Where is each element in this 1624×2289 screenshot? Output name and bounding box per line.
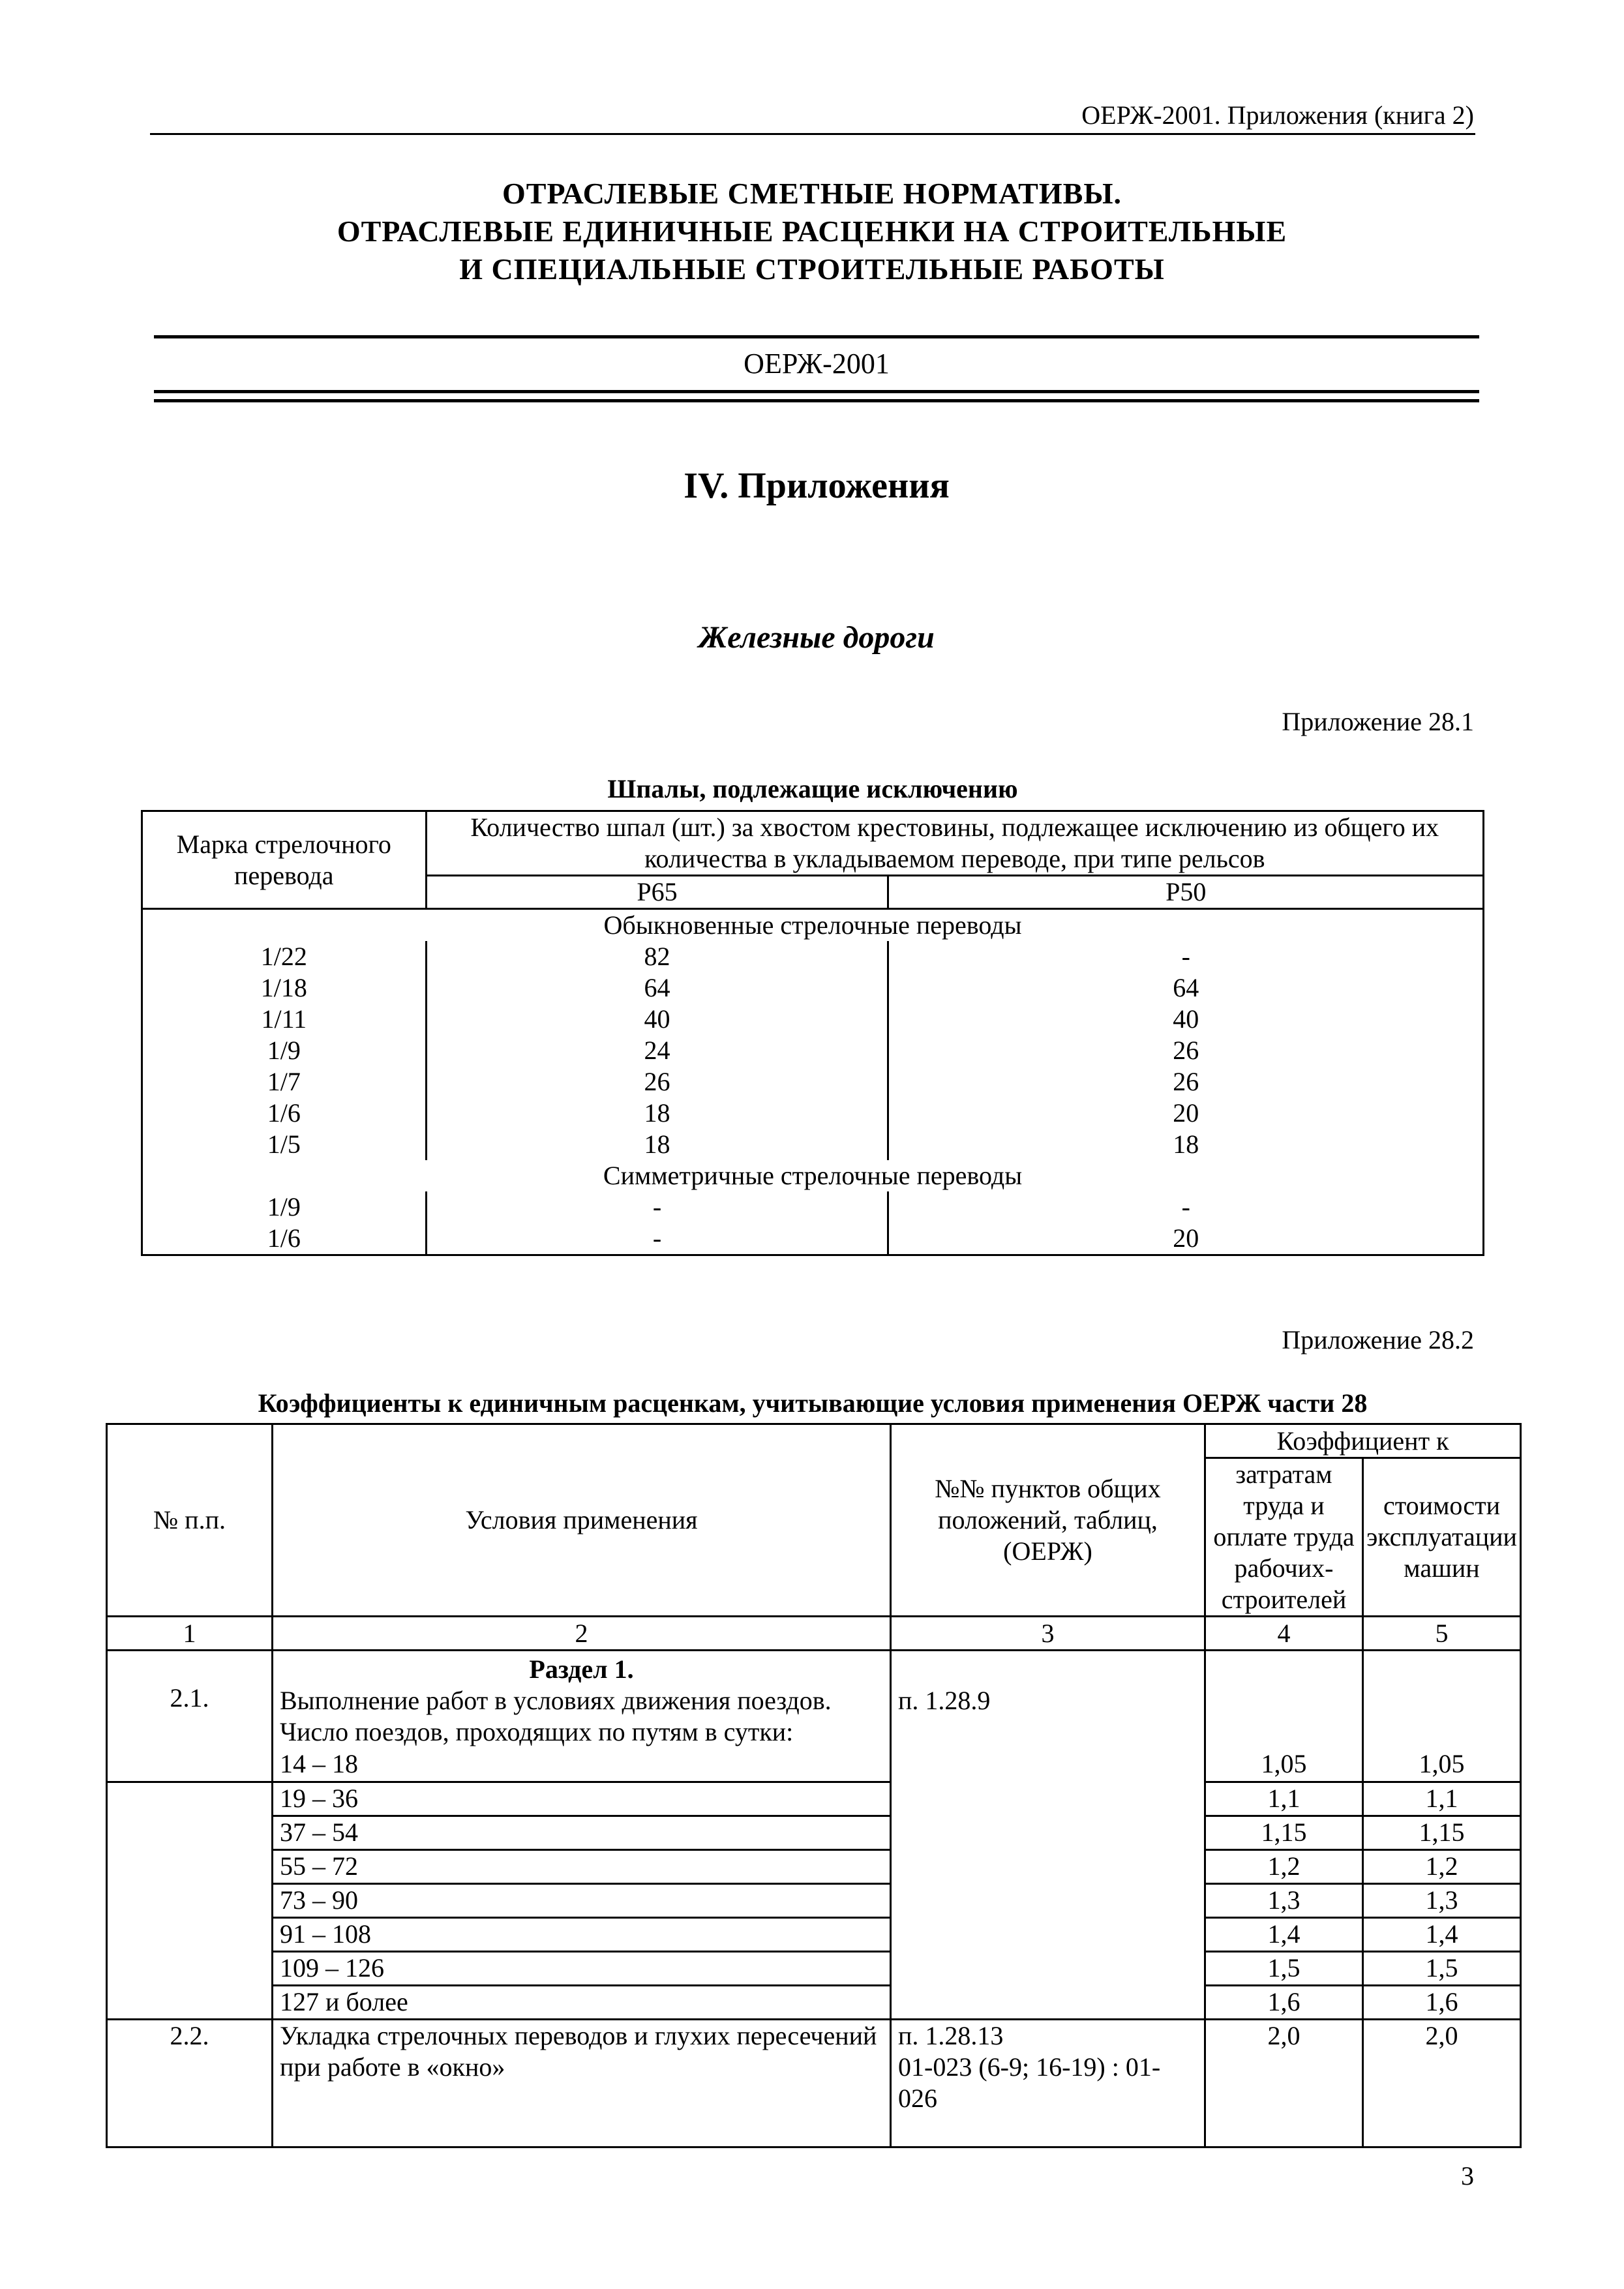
cell-machines: 1,2 [1363,1849,1521,1883]
header-sleeper-count: Количество шпал (шт.) за хвостом крестовины, подлежащее исключению из общего их количества в укладываемом переводе, при типе рельсов [426,811,1483,876]
header-references: №№ пунктов общих положений, таблиц, (ОЕРЖ) [891,1424,1205,1617]
cell-labor: 1,15 [1205,1816,1363,1849]
table-row [142,1223,1484,1255]
cell-labor: 1,05 [1205,1748,1363,1782]
cell-range: 55 – 72 [273,1849,891,1883]
item-2-2-reference-b: 01-023 (6-9; 16-19) : 01-026 [898,2052,1161,2113]
cell-p50: 40 [888,1004,1484,1035]
cell-mark: 1/11 [142,1004,427,1035]
header-p50: Р50 [888,876,1484,909]
document-code: ОЕРЖ-2001 [744,348,890,380]
cell-labor: 1,6 [1205,1985,1363,2019]
appendix-28-2-label: Приложение 28.2 [1282,1325,1474,1354]
cell-labor: 1,1 [1205,1782,1363,1816]
cell-labor: 1,2 [1205,1849,1363,1883]
table-row [107,1748,1521,1782]
cell-machines: 1,1 [1363,1782,1521,1816]
item-2-1-conditions [273,1651,891,1748]
header-conditions: Условия применения [273,1424,891,1617]
header-labor: затратам труда и оплате труда рабочих-строителей [1205,1458,1363,1617]
item-2-2-machines: 2,0 [1363,2019,1521,2147]
item-2-1-number-text: 2.1. [170,1683,209,1713]
cell-machines: 1,6 [1363,1985,1521,2019]
header-coefficient: Коэффициент к [1205,1424,1521,1458]
section-heading: Раздел 1. [529,1654,634,1684]
cell-p50: 20 [888,1223,1484,1255]
item-2-1-text-a: Выполнение работ в условиях движения поездов. [280,1686,832,1715]
column-number-1: 1 [107,1617,273,1651]
cell-p65: 18 [426,1129,888,1160]
item-2-2-conditions: Укладка стрелочных переводов и глухих пересечений при работе в «окно» [273,2019,891,2147]
table-row [142,1004,1484,1035]
group-symmetric-switches: Симметричные стрелочные переводы [142,1160,1484,1191]
cell-mark: 1/9 [142,1191,427,1223]
header-switch-mark: Марка стрелочного перевода [142,811,427,909]
table-row [107,1883,1521,1917]
table-row [107,1985,1521,2019]
cell-p50: - [888,941,1484,972]
table-row [142,972,1484,1004]
part-title: IV. Приложения [684,466,950,506]
cell-p65: 26 [426,1066,888,1098]
cell-p50: 26 [888,1035,1484,1066]
cell-range: 73 – 90 [273,1883,891,1917]
header-number: № п.п. [107,1424,273,1617]
cell-p50: 26 [888,1066,1484,1098]
cell-labor: 1,3 [1205,1883,1363,1917]
cell-labor: 1,4 [1205,1917,1363,1951]
header-p65: Р65 [426,876,888,909]
cell-mark: 1/22 [142,941,427,972]
cell-p65: 82 [426,941,888,972]
table-row [107,1849,1521,1883]
cell-p50: 18 [888,1129,1484,1160]
table-row [142,941,1484,972]
cell-labor: 1,5 [1205,1951,1363,1985]
cell-p65: 40 [426,1004,888,1035]
title-line-1: ОТРАСЛЕВЫЕ СМЕТНЫЕ НОРМАТИВЫ. [502,177,1122,210]
running-header: ОЕРЖ-2001. Приложения (книга 2) [1081,100,1474,130]
cell-mark: 1/5 [142,1129,427,1160]
rule-below-code-2 [154,399,1479,402]
cell-mark: 1/18 [142,972,427,1004]
coefficients-table [106,1423,1522,2148]
table-row [107,1951,1521,1985]
table-row [142,1035,1484,1066]
item-2-2-labor: 2,0 [1205,2019,1363,2147]
rule-above-code [154,335,1479,338]
item-2-2-reference-a: п. 1.28.13 [898,2020,1004,2050]
cell-p65: 18 [426,1098,888,1129]
cell-mark: 1/6 [142,1098,427,1129]
cell-p50: - [888,1191,1484,1223]
section-title: Железные дороги [699,620,935,655]
cell-mark: 1/6 [142,1223,427,1255]
cell-machines: 1,05 [1363,1748,1521,1782]
table-row [142,1191,1484,1223]
sleepers-table [141,810,1484,1256]
cell-machines: 1,15 [1363,1816,1521,1849]
cell-p65: 24 [426,1035,888,1066]
title-line-2: ОТРАСЛЕВЫЕ ЕДИНИЧНЫЕ РАСЦЕНКИ НА СТРОИТЕЛЬНЫЕ [337,215,1287,248]
rule-below-code-1 [154,390,1479,393]
document-title [150,175,1474,288]
cell-range: 14 – 18 [273,1748,891,1782]
title-line-3: И СПЕЦИАЛЬНЫЕ СТРОИТЕЛЬНЫЕ РАБОТЫ [459,252,1165,286]
cell-machines: 1,4 [1363,1917,1521,1951]
cell-mark: 1/7 [142,1066,427,1098]
item-2-1-reference [891,1651,1205,2020]
table-row [142,1098,1484,1129]
cell-mark: 1/9 [142,1035,427,1066]
table-row [107,1816,1521,1849]
item-2-2-reference [891,2019,1205,2147]
cell-p65: - [426,1223,888,1255]
column-number-3: 3 [891,1617,1205,1651]
table-row [107,1782,1521,1816]
item-2-1-number [107,1651,273,1782]
cell-range: 91 – 108 [273,1917,891,1951]
cell-machines: 1,5 [1363,1951,1521,1985]
appendix-28-1-caption: Шпалы, подлежащие исключению [607,774,1018,803]
cell-p65: 64 [426,972,888,1004]
item-2-2-number: 2.2. [107,2019,273,2147]
table-row [142,1129,1484,1160]
table-row [107,1917,1521,1951]
cell-p50: 20 [888,1098,1484,1129]
column-number-4: 4 [1205,1617,1363,1651]
appendix-28-1-label: Приложение 28.1 [1282,707,1474,736]
appendix-28-2-caption: Коэффициенты к единичным расценкам, учитывающие условия применения ОЕРЖ части 28 [258,1388,1368,1418]
cell-machines: 1,3 [1363,1883,1521,1917]
column-number-2: 2 [273,1617,891,1651]
cell-range: 37 – 54 [273,1816,891,1849]
item-2-1-reference-text: п. 1.28.9 [898,1686,991,1715]
cell-range: 19 – 36 [273,1782,891,1816]
cell-range: 127 и более [273,1985,891,2019]
header-machines: стоимости эксплуатации машин [1363,1458,1521,1617]
table-row [107,2019,1521,2147]
item-2-1-text-b: Число поездов, проходящих по путям в сутки: [280,1717,794,1746]
column-number-5: 5 [1363,1617,1521,1651]
page-number: 3 [1461,2161,1474,2191]
cell-range: 109 – 126 [273,1951,891,1985]
group-ordinary-switches: Обыкновенные стрелочные переводы [142,909,1484,942]
cell-p50: 64 [888,972,1484,1004]
cell-p65: - [426,1191,888,1223]
header-rule [150,133,1475,135]
table-row [142,1066,1484,1098]
